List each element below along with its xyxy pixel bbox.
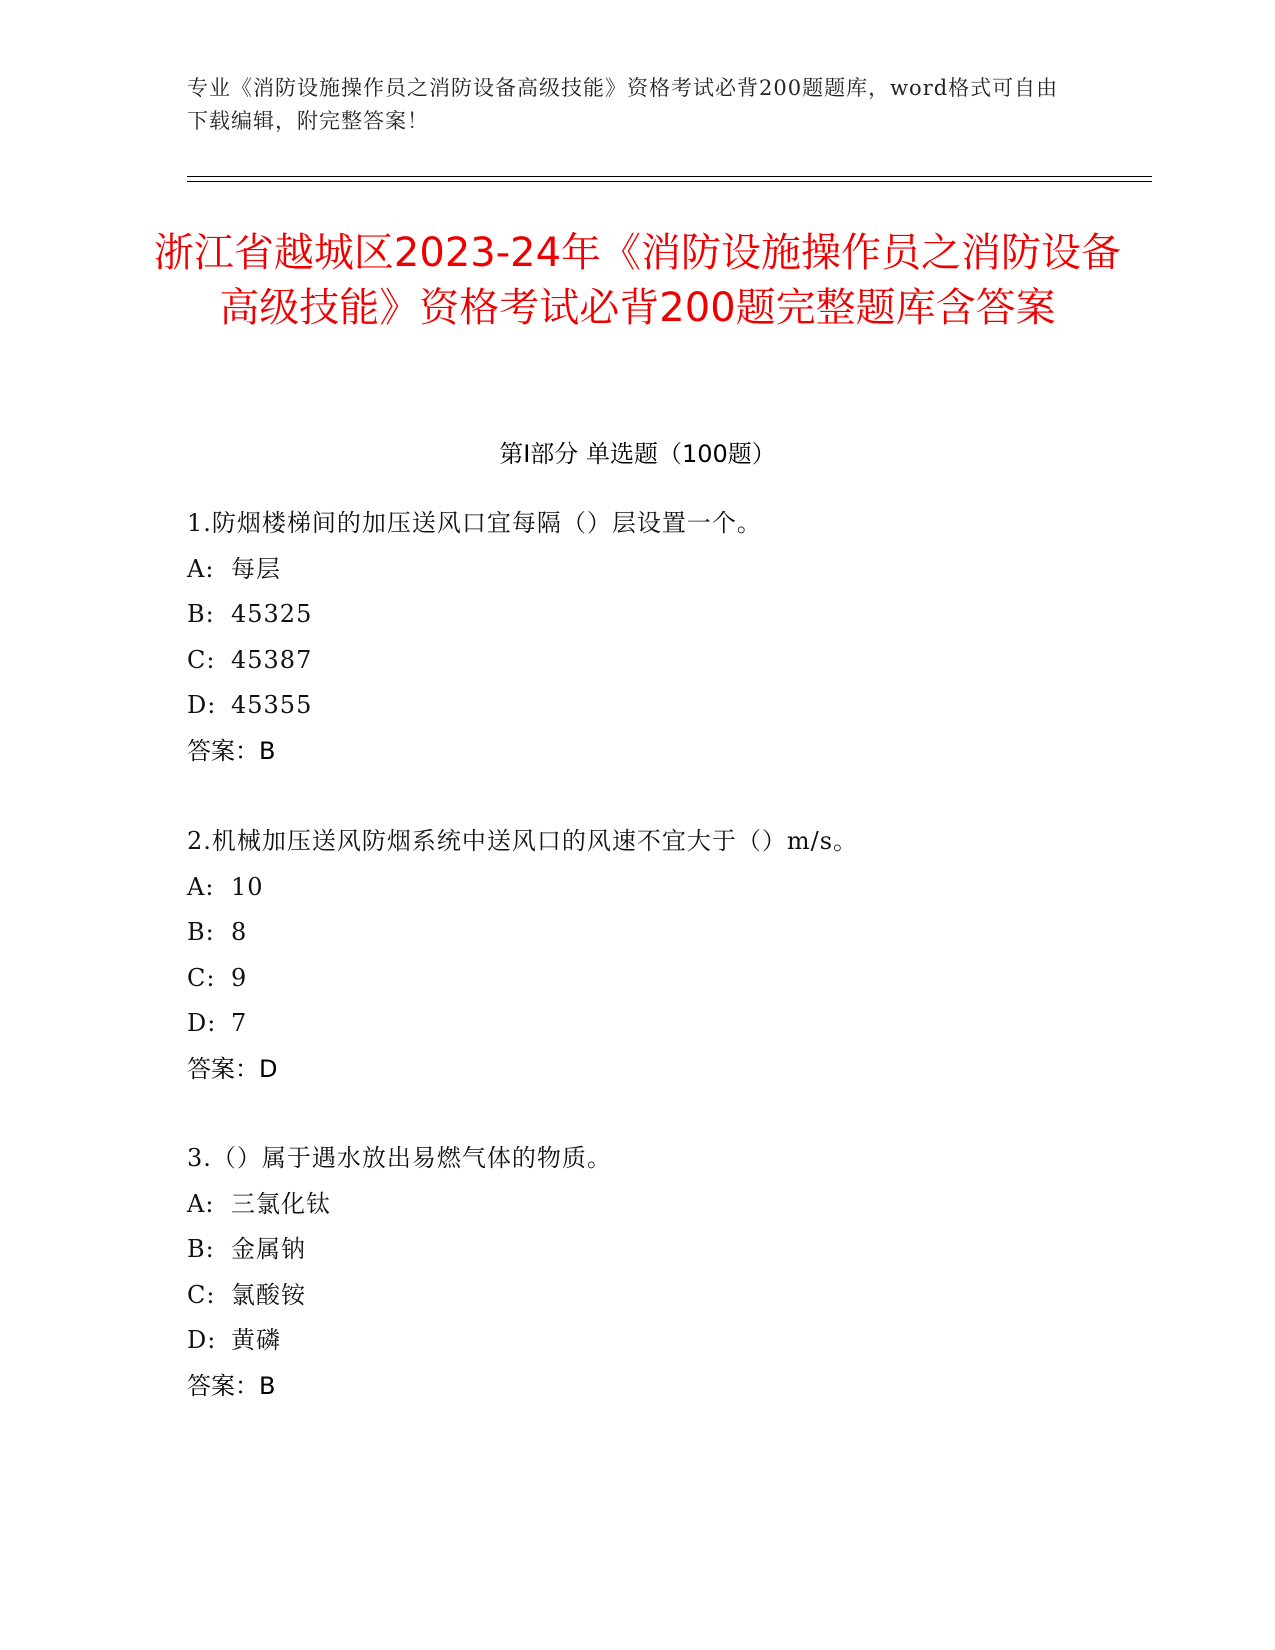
question-stem: 2.机械加压送风防烟系统中送风口的风速不宜大于（）m/s。 bbox=[187, 827, 859, 855]
option-letter: B: bbox=[187, 918, 215, 946]
option-text: 每层 bbox=[231, 554, 281, 583]
option-b bbox=[187, 1227, 1087, 1273]
section-heading: 第I部分 单选题（100题） bbox=[499, 440, 776, 468]
header-note: 专业《消防设施操作员之消防设备高级技能》资格考试必背200题题库，word格式可自由下载编辑，附完整答案！ bbox=[187, 76, 1059, 133]
option-text: 金属钠 bbox=[231, 1235, 306, 1263]
option-letter: D: bbox=[187, 1326, 217, 1354]
option-a bbox=[187, 1182, 1087, 1228]
header-divider-thin bbox=[187, 181, 1152, 182]
option-letter: B: bbox=[187, 600, 215, 628]
answer-line: 答案：B bbox=[187, 1371, 276, 1400]
option-letter: D: bbox=[187, 691, 217, 719]
question-3 bbox=[187, 1136, 1087, 1409]
question-1 bbox=[187, 501, 1087, 774]
option-letter: C: bbox=[187, 1280, 216, 1309]
option-text: 氯酸铵 bbox=[231, 1280, 306, 1309]
question-2 bbox=[187, 819, 1087, 1092]
option-c bbox=[187, 956, 1087, 1002]
option-a bbox=[187, 547, 1087, 593]
option-letter: D: bbox=[187, 1009, 217, 1037]
option-b bbox=[187, 910, 1087, 956]
option-letter: C: bbox=[187, 963, 216, 992]
question-stem: 3.（）属于遇水放出易燃气体的物质。 bbox=[187, 1144, 612, 1172]
option-letter: A: bbox=[187, 872, 215, 901]
option-d bbox=[187, 683, 1087, 729]
option-text: 7 bbox=[231, 1009, 248, 1037]
header-divider-thick bbox=[187, 176, 1152, 177]
question-stem: 1.防烟楼梯间的加压送风口宜每隔（）层设置一个。 bbox=[187, 509, 762, 537]
option-text: 45325 bbox=[231, 600, 313, 628]
document-title: 浙江省越城区2023-24年《消防设施操作员之消防设备高级技能》资格考试必背200题完整题库含答案 bbox=[153, 230, 1122, 331]
option-letter: A: bbox=[187, 1189, 215, 1218]
option-text: 45387 bbox=[231, 645, 313, 674]
option-letter: B: bbox=[187, 1235, 215, 1263]
option-b bbox=[187, 592, 1087, 638]
option-text: 9 bbox=[231, 963, 248, 992]
option-letter: C: bbox=[187, 645, 216, 674]
option-c bbox=[187, 638, 1087, 684]
answer-line: 答案：D bbox=[187, 1054, 278, 1083]
option-text: 黄磷 bbox=[231, 1326, 281, 1354]
option-text: 8 bbox=[231, 918, 248, 946]
option-letter: A: bbox=[187, 554, 215, 583]
option-d bbox=[187, 1318, 1087, 1364]
option-text: 10 bbox=[231, 872, 264, 901]
answer-line: 答案：B bbox=[187, 736, 276, 765]
option-a bbox=[187, 865, 1087, 911]
option-c bbox=[187, 1273, 1087, 1319]
option-d bbox=[187, 1001, 1087, 1047]
option-text: 三氯化钛 bbox=[231, 1189, 331, 1218]
option-text: 45355 bbox=[231, 691, 313, 719]
